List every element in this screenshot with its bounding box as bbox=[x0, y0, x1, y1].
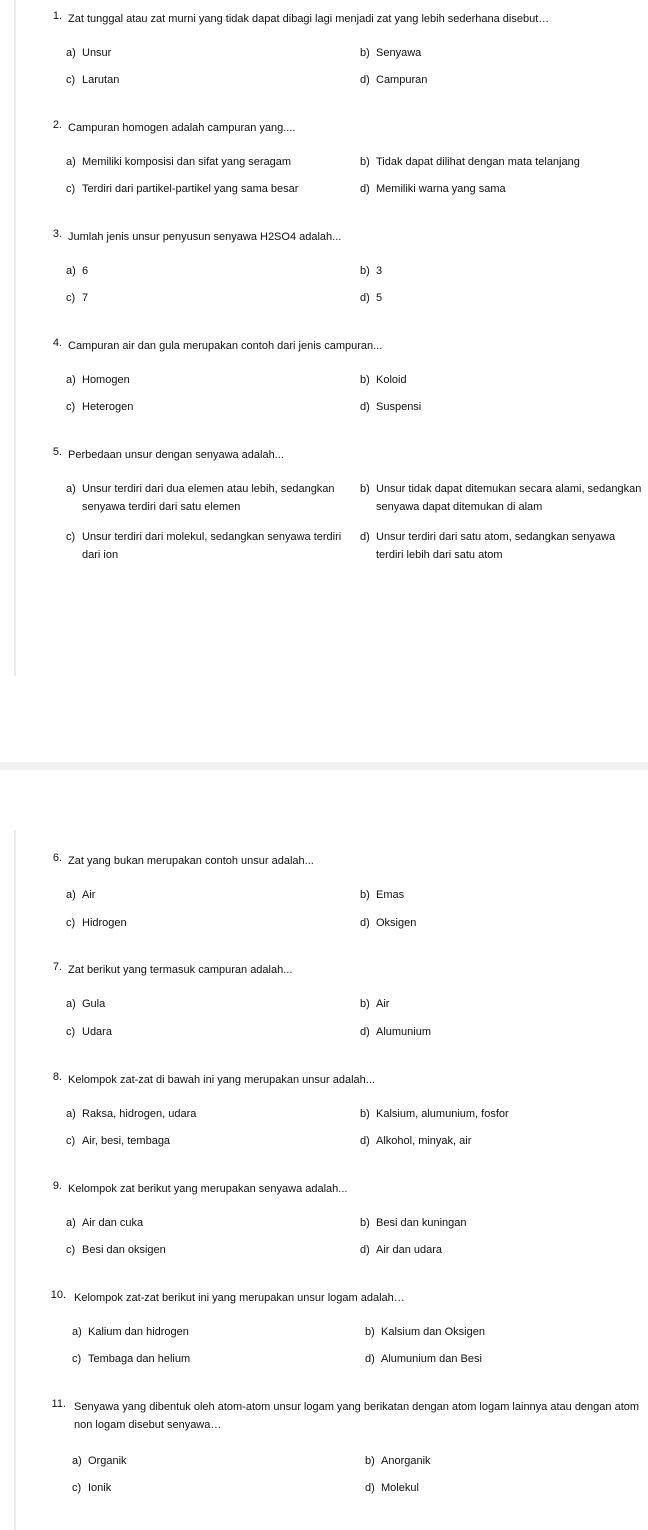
question-text: Kelompok zat berikut yang merupakan senyawa adalah... bbox=[68, 1183, 348, 1195]
option-a[interactable]: a) Gula bbox=[66, 998, 106, 1010]
option-c[interactable]: c) Terdiri dari partikel-partikel yang sama besar bbox=[66, 183, 299, 195]
option-d[interactable]: d) Air dan udara bbox=[360, 1244, 443, 1256]
option-b[interactable]: b) Senyawa bbox=[360, 47, 422, 59]
option-d[interactable]: d) Alumunium bbox=[360, 1026, 432, 1038]
option-c[interactable]: c) Tembaga dan helium bbox=[72, 1353, 191, 1365]
option-b[interactable]: b) Kalsium dan Oksigen bbox=[365, 1326, 485, 1338]
option-d[interactable]: d) 5 bbox=[360, 292, 383, 304]
question-number: 5. bbox=[52, 446, 62, 458]
option-b[interactable]: b) Emas bbox=[360, 889, 405, 901]
question-number: 9. bbox=[52, 1180, 62, 1192]
option-c[interactable]: c) Air, besi, tembaga bbox=[66, 1135, 171, 1147]
option-a[interactable]: a) Unsur bbox=[66, 47, 112, 59]
question-text: Kelompok zat-zat di bawah ini yang merupakan unsur adalah... bbox=[68, 1074, 375, 1086]
question-7 bbox=[0, 961, 648, 979]
option-a[interactable]: a) Kalium dan hidrogen bbox=[72, 1326, 189, 1338]
option-b[interactable]: b) Kalsium, alumunium, fosfor bbox=[360, 1108, 509, 1120]
option-c[interactable]: c) Besi dan oksigen bbox=[66, 1244, 166, 1256]
option-d[interactable]: d) Alkohol, minyak, air bbox=[360, 1135, 472, 1147]
option-a[interactable]: a) Homogen bbox=[66, 374, 130, 386]
option-a[interactable]: a) Unsur terdiri dari dua elemen atau lebih, sedangkan senyawa terdiri dari satu elemen bbox=[66, 483, 335, 513]
option-d[interactable]: d) Oksigen bbox=[360, 917, 417, 929]
question-3 bbox=[0, 228, 648, 246]
question-9 bbox=[0, 1180, 648, 1198]
option-b[interactable]: b) Tidak dapat dilihat dengan mata telanjang bbox=[360, 156, 580, 168]
question-number: 6. bbox=[52, 852, 62, 864]
option-b[interactable]: b) Besi dan kuningan bbox=[360, 1217, 467, 1229]
option-a[interactable]: a) Air dan cuka bbox=[66, 1217, 144, 1229]
option-b[interactable]: b) 3 bbox=[360, 265, 383, 277]
question-number: 10. bbox=[50, 1289, 66, 1301]
question-text: Jumlah jenis unsur penyusun senyawa H2SO4 adalah... bbox=[68, 231, 342, 243]
question-number: 2. bbox=[52, 119, 62, 131]
option-d[interactable]: d) Suspensi bbox=[360, 401, 422, 413]
option-a[interactable]: a) Memiliki komposisi dan sifat yang seragam bbox=[66, 156, 292, 168]
option-d[interactable]: d) Molekul bbox=[365, 1482, 419, 1494]
question-text: Campuran homogen adalah campuran yang.... bbox=[68, 122, 296, 134]
question-number: 1. bbox=[52, 10, 62, 22]
question-text: Perbedaan unsur dengan senyawa adalah... bbox=[68, 449, 284, 461]
option-a[interactable]: a) Organik bbox=[72, 1455, 127, 1467]
question-text: Campuran air dan gula merupakan contoh dari jenis campuran... bbox=[68, 340, 383, 352]
option-c[interactable]: c) Udara bbox=[66, 1026, 112, 1038]
option-c[interactable]: c) Unsur terdiri dari molekul, sedangkan senyawa terdiri dari ion bbox=[66, 531, 342, 561]
option-c[interactable]: c) 7 bbox=[66, 292, 89, 304]
option-d[interactable]: d) Unsur terdiri dari satu atom, sedangkan senyawa terdiri lebih dari satu atom bbox=[360, 531, 616, 561]
question-8 bbox=[0, 1071, 648, 1089]
question-4 bbox=[0, 337, 648, 355]
option-c[interactable]: c) Larutan bbox=[66, 74, 120, 86]
option-c[interactable]: c) Hidrogen bbox=[66, 917, 127, 929]
question-5 bbox=[0, 446, 648, 464]
question-1 bbox=[0, 10, 648, 28]
question-number: 4. bbox=[52, 337, 62, 349]
question-2 bbox=[0, 119, 648, 137]
question-number: 8. bbox=[52, 1071, 62, 1083]
question-number: 11. bbox=[51, 1398, 66, 1410]
question-text: Zat tunggal atau zat murni yang tidak dapat dibagi lagi menjadi zat yang lebih sederhana disebut… bbox=[68, 13, 550, 25]
question-text: Kelompok zat-zat berikut ini yang merupakan unsur logam adalah… bbox=[74, 1292, 405, 1304]
page-break bbox=[0, 762, 648, 770]
option-b[interactable]: b) Koloid bbox=[360, 374, 407, 386]
question-11 bbox=[0, 1398, 648, 1434]
question-number: 7. bbox=[52, 961, 62, 973]
option-b[interactable]: b) Unsur tidak dapat ditemukan secara alami, sedangkan senyawa dapat ditemukan di alam bbox=[360, 483, 642, 513]
option-c[interactable]: c) Heterogen bbox=[66, 401, 134, 413]
option-a[interactable]: a) 6 bbox=[66, 265, 89, 277]
option-d[interactable]: d) Alumunium dan Besi bbox=[365, 1353, 482, 1365]
question-text: Zat yang bukan merupakan contoh unsur adalah... bbox=[68, 855, 314, 867]
question-text: Zat berikut yang termasuk campuran adalah... bbox=[68, 964, 293, 976]
question-number: 3. bbox=[52, 228, 62, 240]
option-b[interactable]: b) Air bbox=[360, 998, 390, 1010]
option-a[interactable]: a) Air bbox=[66, 889, 96, 901]
option-d[interactable]: d) Memiliki warna yang sama bbox=[360, 183, 506, 195]
question-6 bbox=[0, 852, 648, 870]
option-c[interactable]: c) Ionik bbox=[72, 1482, 112, 1494]
option-a[interactable]: a) Raksa, hidrogen, udara bbox=[66, 1108, 197, 1120]
option-b[interactable]: b) Anorganik bbox=[365, 1455, 431, 1467]
question-10 bbox=[0, 1289, 648, 1307]
option-d[interactable]: d) Campuran bbox=[360, 74, 428, 86]
question-text: Senyawa yang dibentuk oleh atom-atom unsur logam yang berikatan dengan atom logam lainnya atau dengan atom non logam disebut senyawa… bbox=[74, 1401, 640, 1431]
